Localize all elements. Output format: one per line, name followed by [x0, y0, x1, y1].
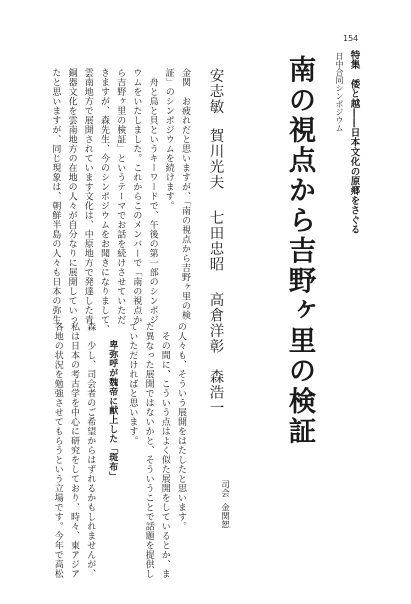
author-name: 安志敏 — [207, 68, 224, 115]
text-line: ら吉野ヶ里の検証」というテーマでお話を続けさせていただ — [115, 68, 126, 325]
text-line: 金関 お疲れだと思いますが、「南の視点から吉野ヶ里の検 — [180, 68, 190, 320]
author-name: 森浩一 — [207, 369, 224, 416]
text-line: 各地の状況を勉強させてもらうという立場です。今年で高松 — [52, 322, 63, 579]
author-name: 高倉洋彰 — [207, 292, 224, 354]
text-line: 証」のシンポジウムを続けます。 — [163, 68, 174, 211]
text-line: きますが、森先生、今のシンポジウムをお聞きになりまして、 — [99, 68, 109, 334]
series-label: 特集 — [348, 50, 360, 70]
author-name: 七田忠昭 — [207, 210, 224, 272]
series-subtitle: 日本文化の原郷をさぐる — [348, 127, 360, 235]
text-line: 森 少し、司会者のご希望からはずれるかもしれませんが、 — [85, 322, 96, 579]
chair-name: 金関恕 — [219, 503, 230, 529]
text-line: の人々も、そういう展開をはたしたと思います。 — [176, 322, 186, 531]
chair-role: 司会 — [219, 480, 230, 497]
text-line: たと思いますが、同じ現象は、朝鮮半島の人々も日本の弥生 — [50, 68, 61, 325]
series-heading — [349, 50, 359, 234]
text-line: ていただければと思います。 — [127, 322, 138, 446]
symposium-label: 日中合同シンポジウム — [335, 52, 344, 132]
text-line: ウムをいたしました。これからこのメンバーで「南の視点か — [131, 68, 142, 325]
author-name: 賀川光夫 — [207, 128, 224, 190]
page-number: 154 — [343, 34, 359, 43]
series-dash: ―― — [348, 108, 360, 128]
section-heading: 卑弥呼が魏帝に献上した「斑布」 — [107, 340, 118, 481]
text-line: た異なった展開ではないかと、そういうことで話題を提供し — [143, 322, 154, 579]
text-line: 雲南地方で展開されています文化は、中原地方で発達した青 — [82, 68, 93, 325]
text-line: 私は日本の考古学を中心に研究をしており、時々、東アジア — [69, 322, 79, 579]
text-line: 舟と鳥と貝というキーワードで、午後の第一部のシンポジ — [147, 68, 158, 325]
chair-credit — [220, 480, 229, 529]
text-line: その間に、こういう点はよく似た展開をしているとか、ま — [159, 322, 170, 579]
article-title: 南の視点から吉野ヶ里の検証 — [283, 55, 316, 447]
text-line: 銅器文化を雲南地方の在地の人々が自分なりに展開していっ — [66, 68, 77, 325]
series-text: 倭と越 — [348, 79, 360, 109]
